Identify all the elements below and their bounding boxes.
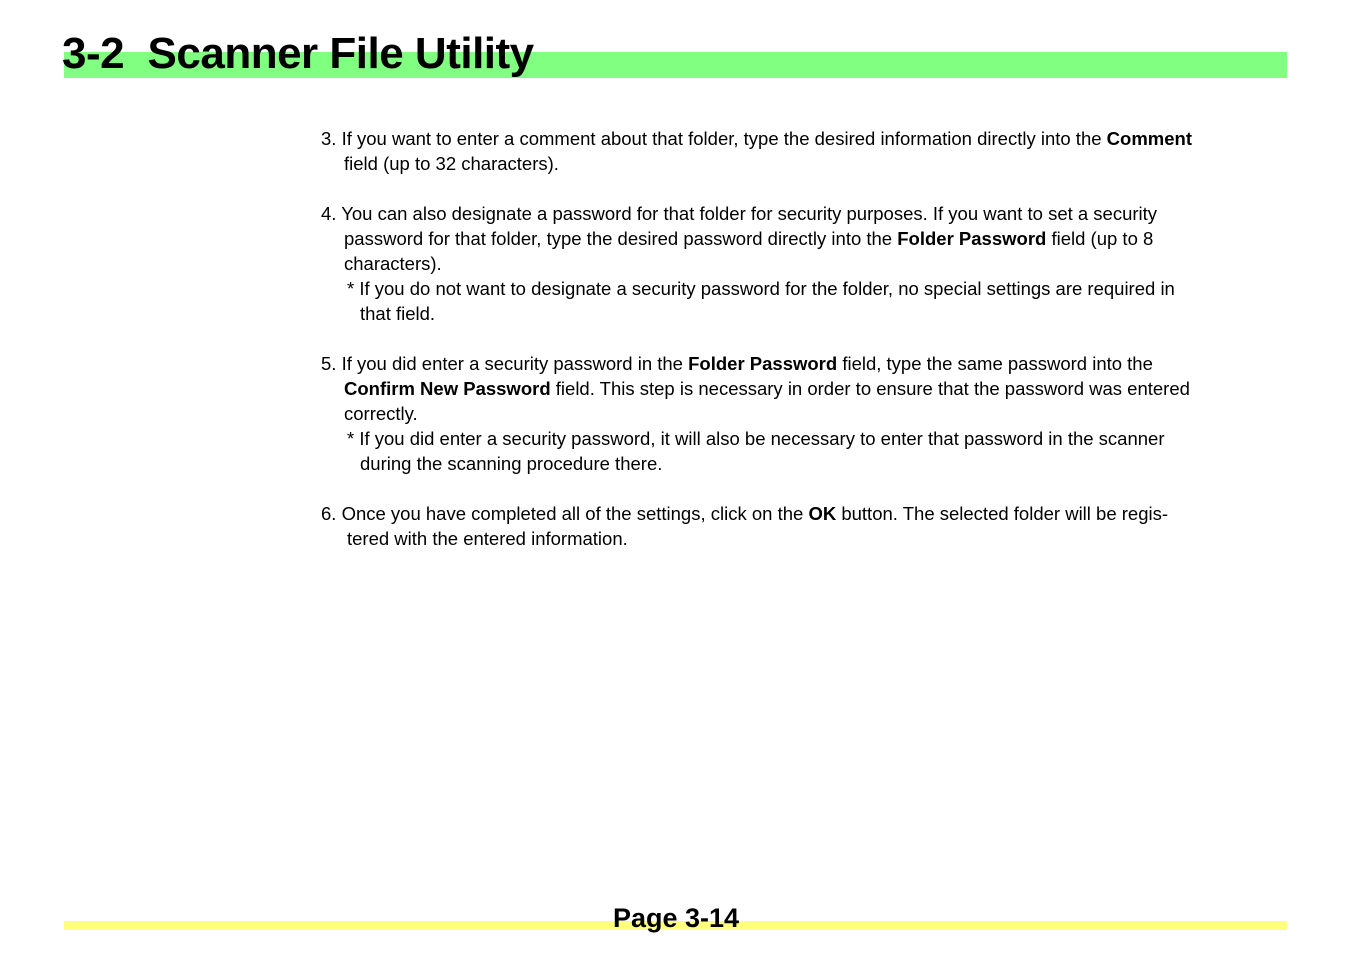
confirm-new-password-field-name: Confirm New Password xyxy=(344,378,551,399)
step-line: correctly. xyxy=(344,403,418,424)
step-line: 5. If you did enter a security password in the Folder Password field, type the same password into the xyxy=(321,353,1153,374)
step-note: that field. xyxy=(360,303,436,324)
step-5 xyxy=(321,351,1296,476)
step-line: 4. You can also designate a password for that folder for security purposes. If you want to set a security xyxy=(321,203,1158,224)
step-3 xyxy=(321,126,1296,176)
step-note: * If you do not want to designate a security password for the folder, no special settings are required in xyxy=(347,278,1175,299)
step-line: 6. Once you have completed all of the settings, click on the OK button. The selected folder will be regis- xyxy=(321,503,1169,524)
step-6 xyxy=(321,501,1296,551)
step-note: * If you did enter a security password, it will also be necessary to enter that password in the scanner xyxy=(347,428,1165,449)
instructions-body xyxy=(321,126,1296,576)
step-line: 3. If you want to enter a comment about that folder, type the desired information directly into the Comment xyxy=(321,128,1192,149)
folder-password-field-name: Folder Password xyxy=(688,353,838,374)
step-note: during the scanning procedure there. xyxy=(360,453,663,474)
step-line: Confirm New Password field. This step is necessary in order to ensure that the password was entered xyxy=(344,378,1190,399)
step-line: password for that folder, type the desired password directly into the Folder Password field (up to 8 xyxy=(344,228,1154,249)
page-number: Page 3-14 xyxy=(612,903,740,933)
folder-password-field-name: Folder Password xyxy=(897,228,1047,249)
page-title: 3-2 Scanner File Utility xyxy=(62,29,534,78)
ok-button-name: OK xyxy=(808,503,837,524)
comment-field-name: Comment xyxy=(1106,128,1192,149)
step-line: field (up to 32 characters). xyxy=(344,153,559,174)
step-4 xyxy=(321,201,1296,326)
step-line: tered with the entered information. xyxy=(347,528,628,549)
step-line: characters). xyxy=(344,253,442,274)
